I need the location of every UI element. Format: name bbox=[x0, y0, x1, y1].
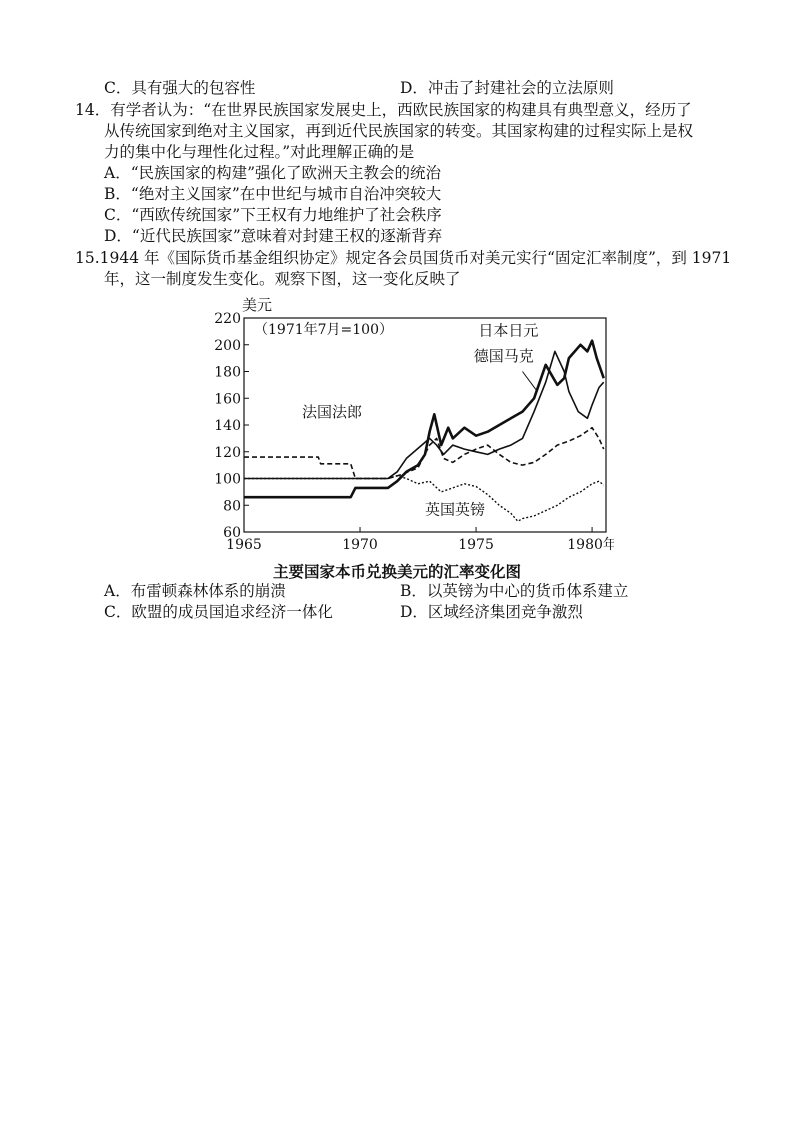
x-tick-label: 1970 bbox=[342, 537, 378, 553]
q15-option-a: A．布雷顿森林体系的崩溃 bbox=[104, 582, 286, 600]
q14-option-c: C．“西欧传统国家”下王权有力地维护了社会秩序 bbox=[104, 206, 442, 224]
series-line-4 bbox=[244, 476, 604, 522]
y-tick-label: 120 bbox=[214, 444, 241, 461]
series-label-3: 法国法郎 bbox=[302, 402, 363, 421]
x-tick-label: 1965 bbox=[226, 537, 262, 553]
q13-option-c: C．具有强大的包容性 bbox=[104, 79, 256, 97]
series-label-1: 日本日元 bbox=[478, 321, 539, 340]
q14-option-b: B．“绝对主义国家”在中世纪与城市自治冲突较大 bbox=[104, 185, 442, 203]
q14-option-a: A．“民族国家的构建”强化了欧洲天主教会的统治 bbox=[104, 164, 442, 182]
q14-stem-line1: 14．有学者认为：“在世界民族国家发展史上，西欧民族国家的构建具有典型意义，经历了 bbox=[75, 101, 692, 119]
q15-stem-line2: 年，这一制度发生变化。观察下图，这一变化反映了 bbox=[104, 270, 461, 288]
y-tick-label: 220 bbox=[214, 311, 241, 327]
x-tick-label: 1980年 bbox=[567, 537, 614, 553]
x-tick-label: 1975 bbox=[458, 537, 494, 553]
y-tick-label: 180 bbox=[214, 364, 241, 381]
exchange-rate-chart bbox=[214, 292, 614, 560]
q14-stem-line2: 从传统国家到绝对主义国家，再到近代民族国家的转变。其国家构建的过程实际上是权 bbox=[104, 122, 694, 140]
y-tick-label: 80 bbox=[223, 498, 241, 515]
q15-option-b: B．以英镑为中心的货币体系建立 bbox=[400, 582, 629, 600]
y-axis-label: 美元 bbox=[242, 296, 273, 314]
chart-title: 主要国家本币兑换美元的汇率变化图 bbox=[272, 562, 521, 581]
leader-line bbox=[522, 372, 536, 391]
y-tick-label: 200 bbox=[214, 337, 241, 354]
chart-note: （1971年7月=100） bbox=[254, 322, 393, 338]
y-tick-label: 100 bbox=[214, 471, 241, 488]
series-label-2: 德国马克 bbox=[473, 346, 534, 365]
q14-stem-line3: 力的集中化与理性化过程。”对此理解正确的是 bbox=[104, 143, 415, 161]
y-tick-label: 160 bbox=[214, 391, 241, 408]
exchange-rate-chart-svg bbox=[214, 292, 614, 560]
series-line-2 bbox=[244, 341, 604, 498]
q15-stem-line1: 15.1944 年《国际货币基金组织协定》规定各会员国货币对美元实行“固定汇率制度”，到 1971 bbox=[75, 249, 732, 267]
y-tick-label: 140 bbox=[214, 418, 241, 434]
q14-option-d: D．“近代民族国家”意味着对封建王权的逐渐背弃 bbox=[104, 227, 443, 245]
q13-option-d: D．冲击了封建社会的立法原则 bbox=[400, 79, 614, 97]
series-label-4: 英国英镑 bbox=[425, 500, 486, 519]
q15-option-d: D．区域经济集团竞争激烈 bbox=[400, 603, 583, 621]
series-line-3 bbox=[244, 428, 604, 479]
y-tick-label: 60 bbox=[223, 525, 241, 541]
q15-option-c: C．欧盟的成员国追求经济一体化 bbox=[104, 603, 333, 621]
